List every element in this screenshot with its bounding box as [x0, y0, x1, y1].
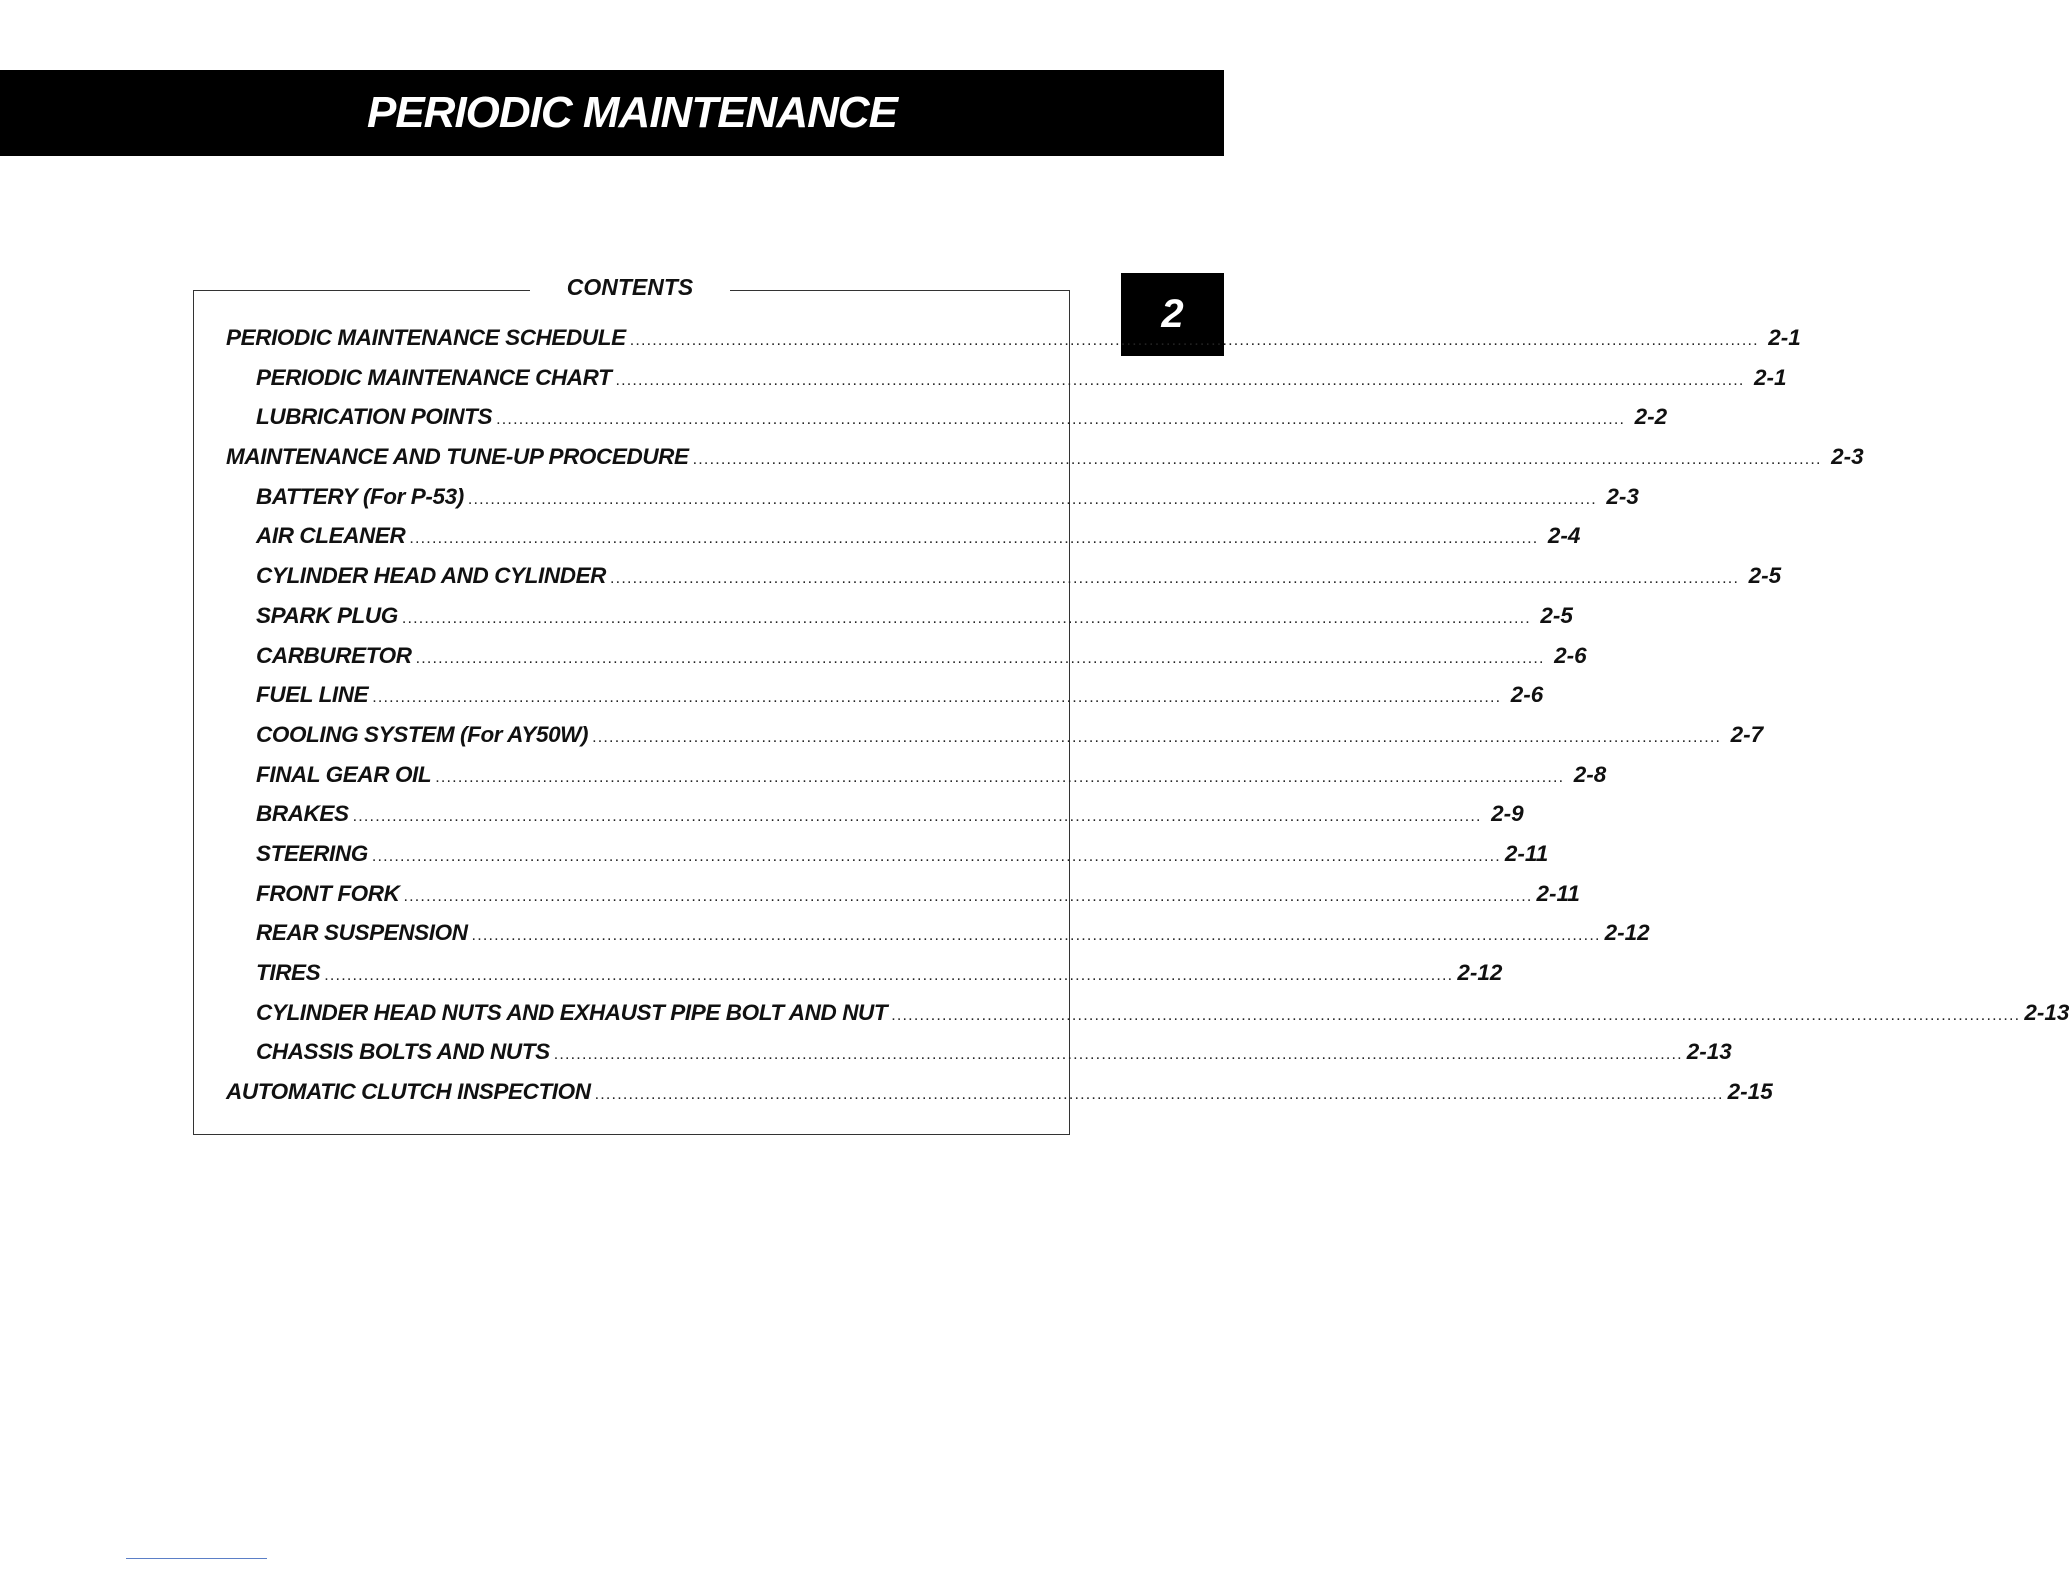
toc-entry[interactable]	[226, 675, 1544, 715]
toc-entry-page: 2-15	[1727, 1079, 1773, 1105]
toc-dot-leader: ........................................................................................................................................................................................................	[409, 530, 1539, 548]
chapter-number: 2	[1161, 292, 1184, 336]
toc-entry[interactable]	[226, 516, 1581, 556]
toc-entry-title: BATTERY (For P-53)	[256, 483, 464, 509]
toc-entry-title: LUBRICATION POINTS	[256, 404, 493, 430]
toc-entry[interactable]	[226, 358, 1787, 398]
toc-entry[interactable]	[226, 477, 1639, 517]
toc-entry-title: REAR SUSPENSION	[256, 920, 468, 946]
toc-dot-leader: ........................................................................................................................................................................................................	[435, 768, 1565, 786]
toc-dot-leader: ........................................................................................................................................................................................................	[592, 728, 1722, 746]
toc-entry-page: 2-9	[1491, 801, 1524, 827]
toc-dot-leader: ........................................................................................................................................................................................................	[610, 570, 1740, 588]
toc-dot-leader: ........................................................................................................................................................................................................	[615, 371, 1745, 389]
toc-entry-page: 2-11	[1504, 840, 1549, 866]
toc-entry-title: FUEL LINE	[256, 682, 369, 708]
toc-entry-page: 2-3	[1606, 483, 1639, 509]
page-title-bar	[0, 70, 1224, 156]
footer-divider	[126, 1558, 267, 1559]
toc-entry-page: 2-5	[1540, 602, 1573, 628]
toc-entry-page: 2-4	[1547, 523, 1581, 549]
toc-entry-page: 2-7	[1730, 721, 1764, 747]
toc-entry-title: BRAKES	[256, 801, 349, 827]
toc-entry-title: SPARK PLUG	[256, 602, 398, 628]
toc-entry[interactable]	[226, 1032, 1732, 1072]
toc-dot-leader: ........................................................................................................................................................................................................	[891, 1006, 2021, 1024]
toc-entry[interactable]	[226, 834, 1549, 874]
toc-entry[interactable]	[226, 1072, 1773, 1112]
toc-entry[interactable]	[226, 318, 1801, 358]
toc-entry-page: 2-11	[1536, 880, 1580, 906]
toc-dot-leader: ........................................................................................................................................................................................................	[553, 1046, 1683, 1064]
toc-dot-leader: ........................................................................................................................................................................................................	[629, 332, 1759, 349]
toc-entry-title: FRONT FORK	[256, 880, 400, 906]
toc-dot-leader: ........................................................................................................................................................................................................	[692, 451, 1822, 469]
toc-entry-title: AUTOMATIC CLUTCH INSPECTION	[226, 1079, 591, 1105]
toc-entry-title: MAINTENANCE AND TUNE-UP PROCEDURE	[226, 444, 689, 470]
contents-heading: CONTENTS	[530, 272, 730, 302]
toc-entry-page: 2-6	[1554, 642, 1587, 668]
toc-entry[interactable]	[226, 993, 2069, 1033]
toc-dot-leader: ........................................................................................................................................................................................................	[352, 808, 1482, 826]
toc-entry-page: 2-13	[2024, 999, 2069, 1025]
toc-dot-leader: ........................................................................................................................................................................................................	[471, 927, 1601, 945]
toc-dot-leader: ........................................................................................................................................................................................................	[324, 967, 1454, 984]
toc-entry[interactable]	[226, 596, 1573, 636]
toc-dot-leader: ........................................................................................................................................................................................................	[496, 411, 1626, 429]
toc-entry-page: 2-5	[1748, 563, 1782, 589]
toc-entry-page: 2-8	[1573, 761, 1607, 787]
toc-entry[interactable]	[226, 913, 1650, 953]
toc-entry-title: COOLING SYSTEM (For AY50W)	[256, 721, 589, 747]
toc-entry[interactable]	[226, 397, 1668, 437]
toc-entry[interactable]	[226, 636, 1587, 676]
toc-entry-title: CYLINDER HEAD NUTS AND EXHAUST PIPE BOLT AND NUT	[256, 999, 888, 1025]
toc-entry[interactable]	[226, 874, 1580, 914]
toc-entry-title: PERIODIC MAINTENANCE CHART	[256, 364, 612, 390]
toc-entry-title: FINAL GEAR OIL	[256, 761, 432, 787]
toc-dot-leader: ........................................................................................................................................................................................................	[371, 847, 1501, 865]
toc-entry-page: 2-1	[1753, 364, 1787, 390]
toc-entry-page: 2-12	[1457, 960, 1503, 985]
toc-entry-page: 2-13	[1686, 1039, 1732, 1065]
table-of-contents	[226, 318, 2069, 1112]
toc-entry-title: CARBURETOR	[256, 642, 412, 668]
toc-entry-title: TIRES	[256, 960, 321, 985]
toc-dot-leader: ........................................................................................................................................................................................................	[401, 609, 1531, 627]
toc-entry[interactable]	[226, 794, 1524, 834]
toc-entry-page: 2-6	[1510, 682, 1544, 708]
toc-entry-title: CHASSIS BOLTS AND NUTS	[256, 1039, 550, 1065]
toc-entry[interactable]	[226, 953, 1503, 993]
toc-entry-title: PERIODIC MAINTENANCE SCHEDULE	[226, 325, 626, 350]
toc-entry-page: 2-1	[1768, 325, 1801, 350]
toc-entry[interactable]	[226, 715, 1764, 755]
toc-entry[interactable]	[226, 556, 1782, 596]
toc-dot-leader: ........................................................................................................................................................................................................	[594, 1086, 1724, 1104]
toc-entry-page: 2-12	[1604, 920, 1650, 946]
toc-entry-title: AIR CLEANER	[256, 523, 406, 549]
toc-entry-title: STEERING	[256, 840, 368, 866]
toc-dot-leader: ........................................................................................................................................................................................................	[415, 649, 1545, 667]
page-title: PERIODIC MAINTENANCE	[366, 88, 898, 137]
toc-entry-title: CYLINDER HEAD AND CYLINDER	[256, 563, 607, 589]
toc-dot-leader: ........................................................................................................................................................................................................	[467, 490, 1597, 508]
toc-entry-page: 2-2	[1634, 404, 1668, 430]
toc-dot-leader: ........................................................................................................................................................................................................	[403, 887, 1533, 905]
toc-entry[interactable]	[226, 437, 1864, 477]
toc-dot-leader: ........................................................................................................................................................................................................	[372, 689, 1502, 707]
toc-entry-page: 2-3	[1831, 444, 1864, 470]
toc-entry[interactable]	[226, 755, 1607, 795]
